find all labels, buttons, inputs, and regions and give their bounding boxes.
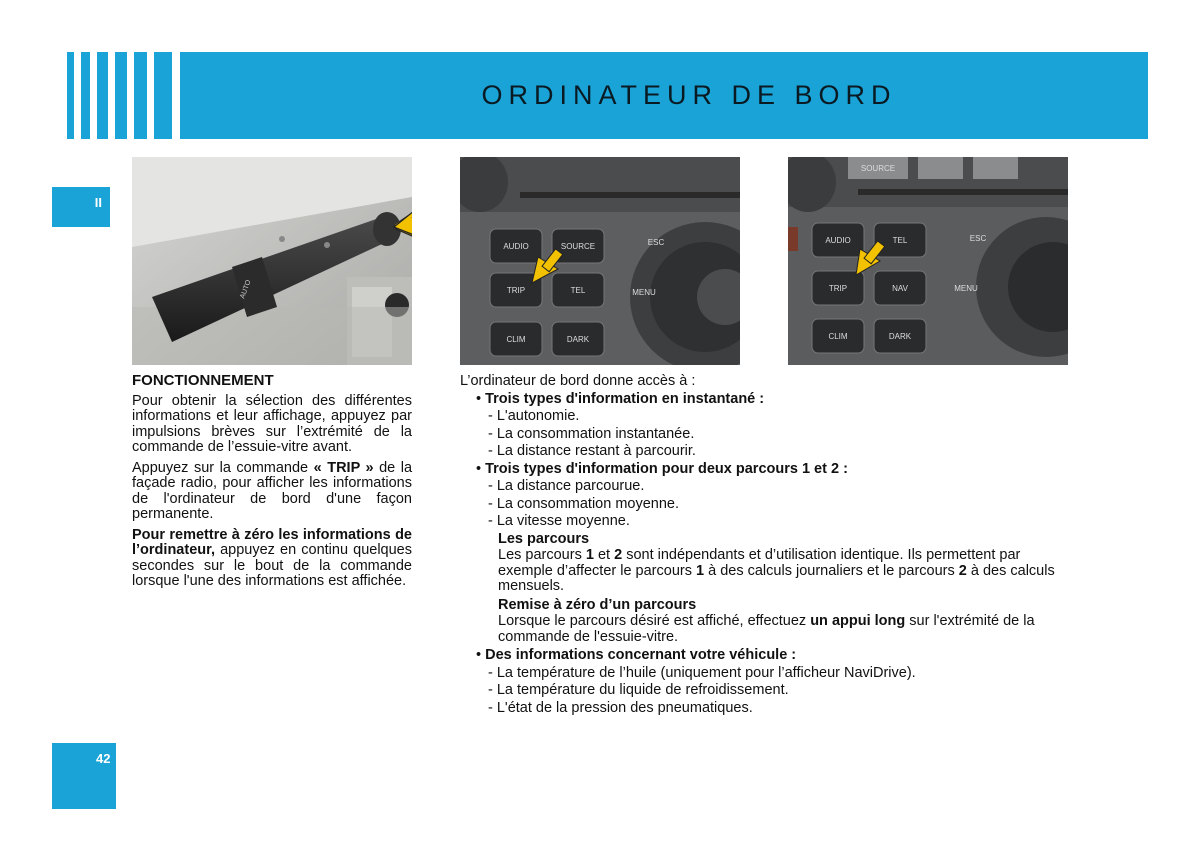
paragraph (460, 548, 1058, 595)
text: Lorsque le parcours désiré est affiché, effectuez (498, 613, 811, 629)
text: Les parcours (498, 547, 586, 563)
button-trip: TRIP (828, 284, 848, 293)
trip-label: « TRIP » (313, 459, 374, 476)
subheading (460, 531, 1080, 549)
subheading-text: Les parcours (498, 530, 590, 547)
button-tel: TEL (892, 236, 908, 245)
button-dark: DARK (888, 332, 912, 341)
bullet-text: Trois types d'information en instantané : (485, 390, 765, 407)
header-bar (180, 52, 1148, 139)
intro-text: L’ordinateur de bord donne accès à : (460, 373, 696, 389)
text: à des calculs journaliers et le parcours (704, 562, 959, 579)
stalk-photo (132, 157, 412, 365)
list-item: - L'état de la pression des pneumatiques. (488, 699, 753, 716)
button-clim: CLIM (506, 335, 526, 344)
text: sont indépendants et d’utilisation identique. Ils permettent par exemple d’affecter le parcours (498, 547, 1021, 579)
bold-text: Pour remettre à zéro les informations de l’ordinateur, (132, 526, 412, 558)
left-column (132, 373, 412, 595)
header-stripe (81, 52, 90, 139)
header-stripe (115, 52, 127, 139)
text: 1 (696, 562, 705, 579)
section-tab-label: II (94, 195, 102, 210)
paragraph (460, 614, 1058, 645)
button-clim: CLIM (828, 332, 848, 341)
button-dark: DARK (566, 335, 590, 344)
radio-photo-1 (460, 157, 740, 365)
paragraph-text: Pour obtenir la sélection des différentes informations et leur affichage, appuyez par impulsions brèves sur l’extrémité de la commande de l’essuie-vitre avant. (132, 392, 412, 455)
header-stripe (67, 52, 74, 139)
stalk-label: AUTO (239, 279, 253, 300)
button-audio: AUDIO (503, 242, 529, 251)
button-source: SOURCE (560, 242, 596, 251)
text: et (593, 547, 615, 563)
button-source: SOURCE (860, 164, 896, 173)
subheading-text: Remise à zéro d’un parcours (498, 596, 697, 613)
header-stripe (97, 52, 108, 139)
list-item: - L'autonomie. (488, 408, 580, 424)
button-esc: ESC (969, 234, 987, 243)
radio-photo-2 (788, 157, 1068, 365)
paragraph (132, 394, 412, 456)
header-stripe (134, 52, 147, 139)
button-tel: TEL (570, 286, 586, 295)
button-menu: MENU (632, 288, 656, 297)
bullet-text: Des informations concernant votre véhicule : (485, 647, 797, 663)
list-item: - La consommation instantanée. (488, 425, 695, 442)
page-title: ORDINATEUR DE BORD (481, 80, 897, 110)
button-trip: TRIP (506, 286, 526, 295)
page-number-box (52, 743, 116, 809)
section-tab (52, 187, 110, 227)
paragraph (132, 528, 412, 590)
bullet-item: • Trois types d'information pour deux parcours 1 et 2 : (476, 460, 848, 477)
list-item: - La vitesse moyenne. (488, 513, 630, 529)
list-item: - La consommation moyenne. (488, 495, 680, 512)
paragraph-text: Appuyez sur la commande (132, 459, 309, 476)
text: un appui long (810, 613, 906, 629)
list-item: - La température de l’huile (uniquement pour l’afficheur NaviDrive). (488, 664, 916, 681)
text: sur l'extrémité de la commande de l'essuie-vitre. (498, 613, 1035, 645)
button-menu: MENU (954, 284, 978, 293)
bullet-item: • Trois types d'information en instantané : (476, 390, 765, 407)
button-nav: NAV (892, 284, 908, 293)
section-heading: FONCTIONNEMENT (132, 372, 274, 389)
list-item: - La température du liquide de refroidissement. (488, 682, 789, 698)
bullet-item: • Des informations concernant votre véhicule : (476, 647, 797, 663)
paragraph-text: appuyez en continu quelques secondes sur le bout de la commande lorsque l'une des informations est affichée. (132, 542, 412, 589)
text: 2 (958, 562, 967, 579)
page-number: 42 (96, 751, 111, 766)
text: 1 (585, 547, 594, 563)
header-stripe (154, 52, 172, 139)
button-audio: AUDIO (825, 236, 851, 245)
button-esc: ESC (647, 238, 665, 247)
subheading (460, 597, 1080, 615)
text: à des calculs mensuels. (498, 562, 1055, 594)
text: 2 (614, 547, 623, 563)
right-column (460, 373, 1080, 717)
paragraph (132, 461, 412, 523)
list-item: - La distance parcourue. (488, 478, 645, 494)
bullet-text: Trois types d'information pour deux parcours 1 et 2 : (485, 460, 848, 477)
list-item: - La distance restant à parcourir. (488, 443, 696, 459)
paragraph-text: de la façade radio, pour afficher les informations de l'ordinateur de bord d'une façon permanente. (132, 459, 413, 522)
